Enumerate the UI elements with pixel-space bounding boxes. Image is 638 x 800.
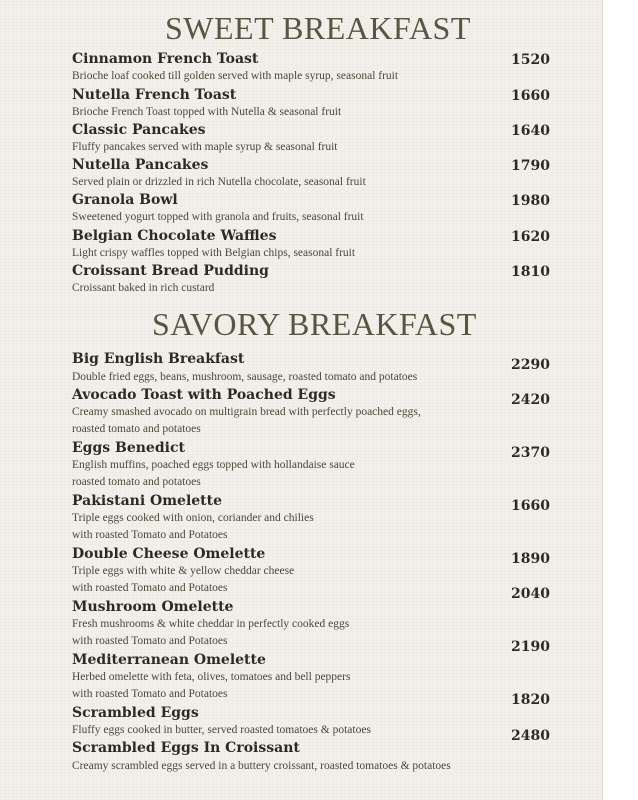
menu-item-price: 2290: [511, 357, 550, 373]
menu-item-description: Sweetened yogurt topped with granola and fruits, seasonal fruit: [72, 211, 364, 223]
menu-item-name: Mediterranean Omelette: [72, 652, 266, 668]
menu-item-description: Brioche loaf cooked till golden served with maple syrup, seasonal fruit: [72, 70, 399, 82]
menu-item-description: Fluffy pancakes served with maple syrup & seasonal fruit: [72, 141, 338, 153]
menu-item-description-line2: with roasted Tomato and Potatoes: [72, 582, 228, 594]
sweet-breakfast-title: SWEET BREAKFAST: [165, 10, 471, 46]
menu-item-description: Fresh mushrooms & white cheddar in perfectly cooked eggs: [72, 618, 350, 630]
menu-item-name: Croissant Bread Pudding: [72, 263, 269, 279]
menu-item-price: 2040: [511, 586, 550, 602]
menu-item-description: Brioche French Toast topped with Nutella & seasonal fruit: [72, 106, 342, 118]
menu-item-description-line2: with roasted Tomato and Potatoes: [72, 688, 228, 700]
menu-item-description: Creamy smashed avocado on multigrain bread with perfectly poached eggs,: [72, 406, 421, 418]
menu-item-description: Triple eggs cooked with onion, coriander and chilies: [72, 512, 314, 524]
menu-item-description-line2: with roasted Tomato and Potatoes: [72, 635, 228, 647]
menu-item-description-line2: roasted tomato and potatoes: [72, 476, 201, 488]
menu-item-name: Scrambled Eggs: [72, 705, 199, 721]
menu-item-price: 1660: [511, 498, 550, 514]
menu-item-name: Avocado Toast with Poached Eggs: [72, 387, 336, 403]
menu-item-price: 2370: [511, 445, 550, 461]
menu-item-price: 1890: [511, 551, 550, 567]
menu-item-name: Mushroom Omelette: [72, 599, 234, 615]
menu-item-price: 2480: [511, 728, 550, 744]
menu-item-price: 1820: [511, 692, 550, 708]
menu-item-price: 1620: [511, 229, 550, 245]
menu-item-name: Eggs Benedict: [72, 440, 185, 456]
menu-item-description: Creamy scrambled eggs served in a buttery croissant, roasted tomatoes & potatoes: [72, 760, 451, 772]
menu-item-price: 2190: [511, 639, 550, 655]
savory-breakfast-title: SAVORY BREAKFAST: [152, 306, 477, 342]
menu-item-name: Nutella Pancakes: [72, 157, 209, 173]
menu-item-price: 1980: [511, 193, 550, 209]
menu-item-name: Nutella French Toast: [72, 87, 237, 103]
menu-item-description: Light crispy waffles topped with Belgian chips, seasonal fruit: [72, 247, 356, 259]
menu-item-description-line2: with roasted Tomato and Potatoes: [72, 529, 228, 541]
menu-item-description: Double fried eggs, beans, mushroom, sausage, roasted tomato and potatoes: [72, 371, 418, 383]
menu-item-price: 2420: [511, 392, 550, 408]
menu-item-name: Classic Pancakes: [72, 122, 206, 138]
menu-item-name: Double Cheese Omelette: [72, 546, 266, 562]
menu-item-description: Served plain or drizzled in rich Nutella chocolate, seasonal fruit: [72, 176, 366, 188]
menu-item-description-line2: roasted tomato and potatoes: [72, 423, 201, 435]
menu-item-price: 1810: [511, 264, 550, 280]
menu-item-description: Herbed omelette with feta, olives, tomatoes and bell peppers: [72, 671, 351, 683]
menu-item-name: Big English Breakfast: [72, 351, 245, 367]
menu-item-description: Fluffy eggs cooked in butter, served roasted tomatoes & potatoes: [72, 724, 371, 736]
menu-item-description: English muffins, poached eggs topped with hollandaise sauce: [72, 459, 355, 471]
menu-item-price: 1520: [511, 52, 550, 68]
menu-item-description: Croissant baked in rich custard: [72, 282, 215, 294]
menu-item-name: Belgian Chocolate Waffles: [72, 228, 277, 244]
menu-item-price: 1790: [511, 158, 550, 174]
menu-item-price: 1640: [511, 123, 550, 139]
menu-item-price: 1660: [511, 88, 550, 104]
menu-item-name: Scrambled Eggs In Croissant: [72, 740, 300, 756]
menu-item-name: Pakistani Omelette: [72, 493, 223, 509]
menu-item-description: Triple eggs with white & yellow cheddar cheese: [72, 565, 295, 577]
menu-item-name: Cinnamon French Toast: [72, 51, 259, 67]
menu-item-name: Granola Bowl: [72, 192, 178, 208]
